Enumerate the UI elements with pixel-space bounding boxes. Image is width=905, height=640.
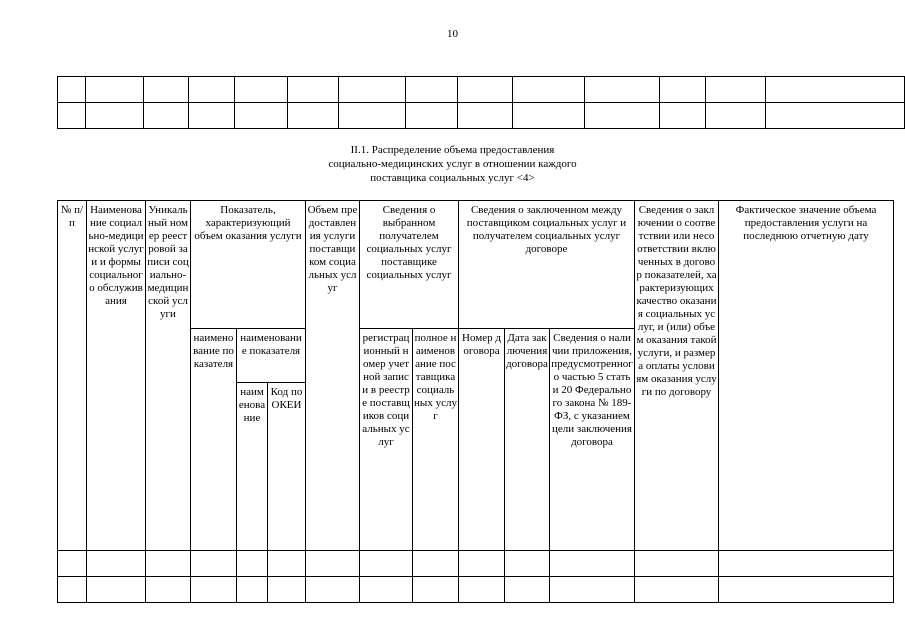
header-service-name: Наименование социально-медицинской услуги и формы социального обслуживания: [87, 201, 146, 551]
header-contract-date: Дата заключения договора: [505, 329, 550, 551]
table-row: [58, 551, 894, 577]
header-number: № п/п: [58, 201, 87, 551]
table-row: [58, 577, 894, 603]
header-actual-volume: Фактическое значение объема предоставления услуги на последнюю отчетную дату: [719, 201, 894, 551]
continued-table: [57, 76, 905, 129]
page-number: 10: [447, 28, 458, 40]
header-volume: Объем предоставления услуги поставщиком социальных услуг: [306, 201, 360, 551]
section-title: [0, 143, 905, 185]
header-compliance: Сведения о заключении о соответствии или несоответствии включенных в договор показателей, характеризующих качество оказания социальных услуг, и (или) объем оказания такой услуги, и размера оплаты условиям оказания услуги по договору: [635, 201, 719, 551]
header-provider-fullname: полное наименование поставщика социальных услуг: [413, 329, 459, 551]
header-registry-number: Уникальный номер реестровой записи социально-медицинской услуги: [146, 201, 191, 551]
header-contract-annex: Сведения о наличии приложения, предусмотренного частью 5 статьи 20 Федерального закона № 189-ФЗ, с указанием цели заключения договора: [550, 329, 635, 551]
header-indicator-group: Показатель, характеризующий объем оказания услуги: [191, 201, 306, 329]
header-indicator-name: наименование показателя: [191, 329, 237, 551]
header-unit-name: наименование: [237, 383, 268, 551]
distribution-table: [57, 200, 894, 603]
header-provider-group: Сведения о выбранном получателем социальных услуг поставщике социальных услуг: [360, 201, 459, 329]
section-title-line: поставщика социальных услуг <4>: [370, 172, 535, 184]
header-provider-regnum: регистрационный номер учетной записи в реестре поставщиков социальных услуг: [360, 329, 413, 551]
table-row: [58, 103, 905, 129]
section-title-line: социально-медицинских услуг в отношении каждого: [328, 158, 577, 170]
table-row: [58, 77, 905, 103]
header-contract-number: Номер договора: [459, 329, 505, 551]
header-contract-group: Сведения о заключенном между поставщиком социальных услуг и получателем социальных услуг договоре: [459, 201, 635, 329]
header-unit-okei: Код по ОКЕИ: [268, 383, 306, 551]
header-unit-group: наименование показателя: [237, 329, 306, 383]
section-title-line: II.1. Распределение объема предоставления: [350, 144, 555, 156]
